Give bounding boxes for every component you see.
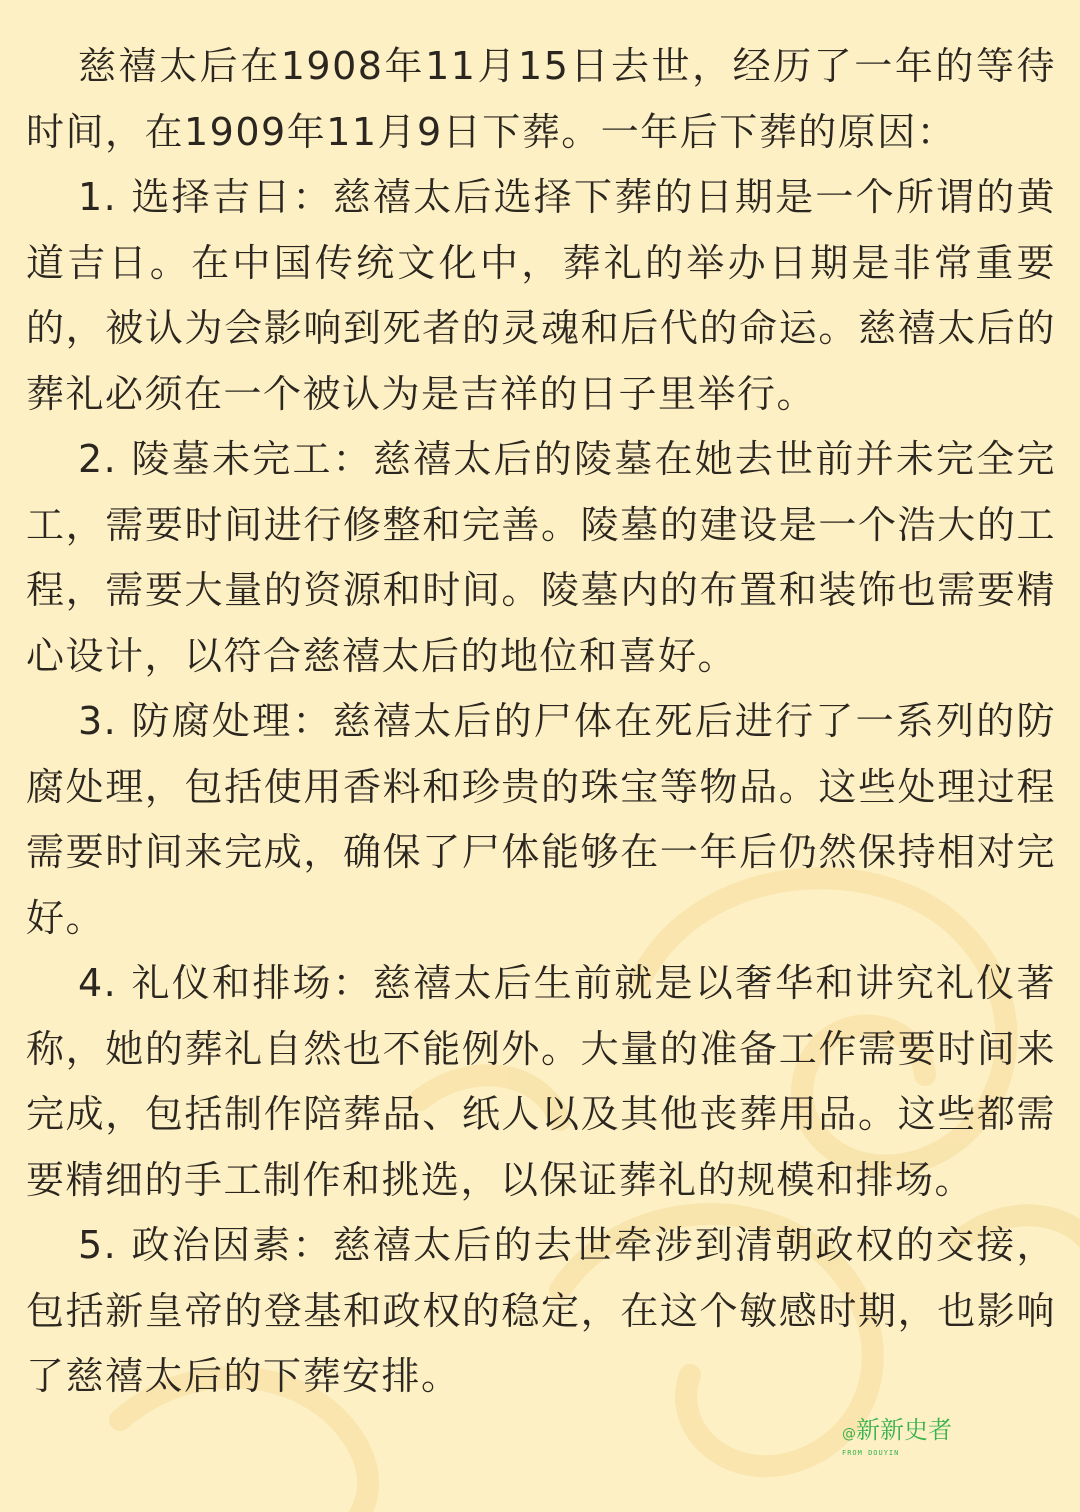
paragraph-reason-2: 2. 陵墓未完工：慈禧太后的陵墓在她去世前并未完全完工，需要时间进行修整和完善。陵墓的建设是一个浩大的工程，需要大量的资源和时间。陵墓内的布置和装饰也需要精心设计，以符合慈禧太后的地位和喜好。 [26,437,1056,678]
paragraph-reason-5: 5. 政治因素：慈禧太后的去世牵涉到清朝政权的交接，包括新皇帝的登基和政权的稳定，在这个敏感时期，也影响了慈禧太后的下葬安排。 [26,1223,1056,1398]
paragraph-reason-3: 3. 防腐处理：慈禧太后的尸体在死后进行了一系列的防腐处理，包括使用香料和珍贵的珠宝等物品。这些处理过程需要时间来完成，确保了尸体能够在一年后仍然保持相对完好。 [26,699,1056,940]
paragraph-reason-1: 1. 选择吉日：慈禧太后选择下葬的日期是一个所谓的黄道吉日。在中国传统文化中，葬礼的举办日期是非常重要的，被认为会影响到死者的灵魂和后代的命运。慈禧太后的葬礼必须在一个被认为是吉祥的日子里举行。 [26,175,1056,416]
watermark-source: FROM DOUYIN [842,1449,900,1457]
watermark-name [842,1416,962,1448]
paragraph-intro: 慈禧太后在1908年11月15日去世，经历了一年的等待时间，在1909年11月9日下葬。一年后下葬的原因： [26,44,1056,154]
watermark-account-name: 新新史者 [856,1416,952,1444]
at-symbol: @ [842,1426,856,1442]
article-body [26,34,1056,1410]
douyin-watermark [842,1416,962,1460]
paragraph-reason-4: 4. 礼仪和排场：慈禧太后生前就是以奢华和讲究礼仪著称，她的葬礼自然也不能例外。大量的准备工作需要时间来完成，包括制作陪葬品、纸人以及其他丧葬用品。这些都需要精细的手工制作和挑选，以保证葬礼的规模和排场。 [26,961,1056,1202]
